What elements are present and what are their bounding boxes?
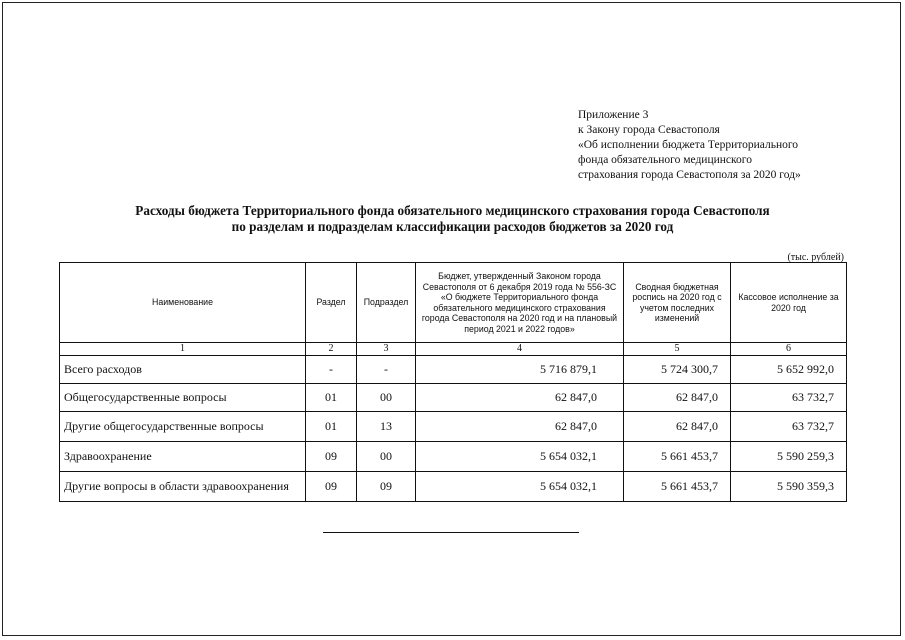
row-summary: 62 847,0 <box>624 412 731 442</box>
row-name: Общегосударственные вопросы <box>60 384 306 412</box>
closing-line <box>323 532 579 533</box>
row-cash: 63 732,7 <box>731 384 847 412</box>
row-section: 09 <box>306 472 357 502</box>
table-row <box>60 356 847 384</box>
row-subsection: 13 <box>357 412 416 442</box>
row-cash: 5 652 992,0 <box>731 356 847 384</box>
row-name: Другие общегосударственные вопросы <box>60 412 306 442</box>
table-row <box>60 472 847 502</box>
column-numbers-row <box>60 343 847 356</box>
header-name: Наименование <box>60 263 306 343</box>
column-number: 4 <box>416 343 624 356</box>
header-budget: Бюджет, утвержденный Законом города Севастополя от 6 декабря 2019 года № 556-ЗС «О бюджете Территориального фонда обязательного медицинского страхования города Севастополя на 2020 год и на плановый период 2021 и 2022 годов» <box>416 263 624 343</box>
row-budget: 62 847,0 <box>416 384 624 412</box>
row-subsection: 00 <box>357 384 416 412</box>
header-cash: Кассовое исполнение за 2020 год <box>731 263 847 343</box>
header-summary: Сводная бюджетная роспись на 2020 год с учетом последних изменений <box>624 263 731 343</box>
row-summary: 5 661 453,7 <box>624 472 731 502</box>
row-subsection: 00 <box>357 442 416 472</box>
row-summary: 5 661 453,7 <box>624 442 731 472</box>
table-row <box>60 384 847 412</box>
appendix-line: страхования города Севастополя за 2020 год» <box>578 169 801 181</box>
row-cash: 5 590 259,3 <box>731 442 847 472</box>
column-number: 6 <box>731 343 847 356</box>
document-title <box>40 203 865 235</box>
column-number: 2 <box>306 343 357 356</box>
appendix-line: «Об исполнении бюджета Территориального <box>578 139 799 151</box>
title-line: Расходы бюджета Территориального фонда обязательного медицинского страхования города Севастополя <box>135 203 770 218</box>
row-budget: 5 654 032,1 <box>416 442 624 472</box>
column-number: 1 <box>60 343 306 356</box>
appendix-line: фонда обязательного медицинского <box>578 154 752 166</box>
appendix-line: к Закону города Севастополя <box>578 124 720 136</box>
row-summary: 62 847,0 <box>624 384 731 412</box>
row-section: - <box>306 356 357 384</box>
row-budget: 5 654 032,1 <box>416 472 624 502</box>
table-row <box>60 412 847 442</box>
column-number: 5 <box>624 343 731 356</box>
row-cash: 5 590 359,3 <box>731 472 847 502</box>
appendix-line: Приложение 3 <box>578 109 649 121</box>
row-name: Здравоохранение <box>60 442 306 472</box>
units-label: (тыс. рублей) <box>787 252 844 263</box>
expenses-table <box>59 262 847 502</box>
title-line: по разделам и подразделам классификации расходов бюджетов за 2020 год <box>231 219 674 234</box>
header-subsection: Подраздел <box>357 263 416 343</box>
row-summary: 5 724 300,7 <box>624 356 731 384</box>
row-section: 09 <box>306 442 357 472</box>
row-subsection: 09 <box>357 472 416 502</box>
row-budget: 5 716 879,1 <box>416 356 624 384</box>
row-name: Другие вопросы в области здравоохранения <box>60 472 306 502</box>
appendix-note <box>578 108 878 183</box>
table-row <box>60 442 847 472</box>
row-budget: 62 847,0 <box>416 412 624 442</box>
column-number: 3 <box>357 343 416 356</box>
row-section: 01 <box>306 412 357 442</box>
row-section: 01 <box>306 384 357 412</box>
row-cash: 63 732,7 <box>731 412 847 442</box>
row-name: Всего расходов <box>60 356 306 384</box>
row-subsection: - <box>357 356 416 384</box>
header-section: Раздел <box>306 263 357 343</box>
